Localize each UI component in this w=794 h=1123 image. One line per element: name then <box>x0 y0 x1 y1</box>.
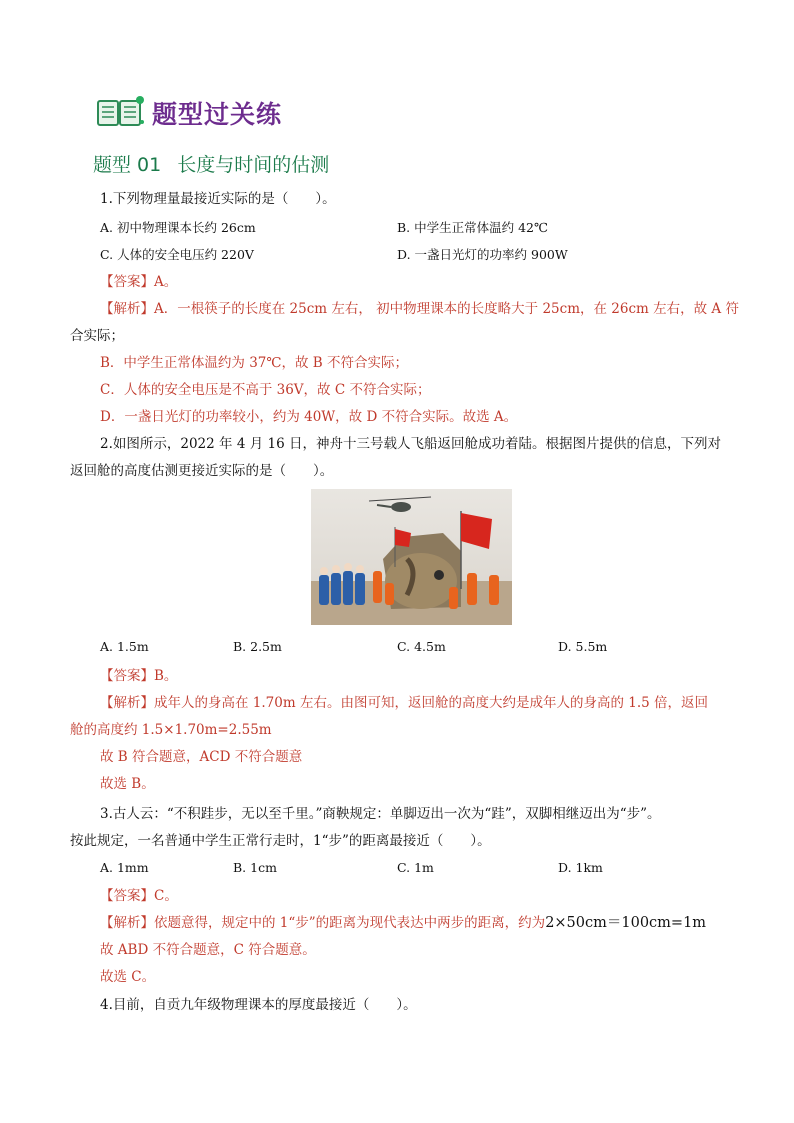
q3-option-a: A. 1mm <box>100 860 149 875</box>
section-header <box>96 93 282 133</box>
q3-answer <box>100 886 178 906</box>
q3-analysis-line-3: 故选 C。 <box>100 969 156 985</box>
analysis-label: 【解析】 <box>100 301 154 317</box>
q2-option-d: D. 5.5m <box>558 639 608 654</box>
q4-stem: 4.目前，自贡九年级物理课本的厚度最接近（ ）。 <box>100 997 417 1013</box>
q1-analysis-line-2: 合实际； <box>70 328 124 344</box>
q1-analysis-line-4: C．人体的安全电压是不高于 36V，故 C 不符合实际； <box>100 382 431 398</box>
q3-analysis-line-2: 故 ABD 不符合题意，C 符合题意。 <box>100 942 316 958</box>
q2-analysis-line-4: 故选 B。 <box>100 776 155 792</box>
q3-stem-line-2: 按此规定，一名普通中学生正常行走时，1“步”的距离最接近（ ）。 <box>70 833 491 849</box>
open-book-icon <box>96 95 144 131</box>
q2-stem-line-2: 返回舱的高度估测更接近实际的是（ ）。 <box>70 463 334 479</box>
answer-value: C。 <box>154 888 178 904</box>
q1-answer <box>100 272 177 292</box>
q3-option-d: D. 1km <box>558 860 603 875</box>
analysis-label: 【解析】 <box>100 915 154 931</box>
answer-label: 【答案】 <box>100 274 154 290</box>
section-title <box>93 150 329 177</box>
analysis-label: 【解析】 <box>100 695 154 711</box>
q2-option-a: A. 1.5m <box>100 639 149 654</box>
q2-option-b: B. 2.5m <box>233 639 282 654</box>
analysis-formula: 2×50cm＝100cm=1m <box>545 915 707 931</box>
q2-analysis-line-2: 舱的高度约 1.5×1.70m=2.55m <box>70 722 272 738</box>
q2-answer <box>100 666 177 686</box>
q2-analysis-line-1 <box>100 693 708 713</box>
section-name: 长度与时间的估测 <box>177 154 330 176</box>
q2-analysis-line-3: 故 B 符合题意，ACD 不符合题意 <box>100 749 303 765</box>
answer-value: B。 <box>154 668 178 684</box>
return-capsule-photo <box>311 489 512 625</box>
answer-value: A。 <box>154 274 178 290</box>
q3-analysis-line-1 <box>100 913 706 933</box>
q1-option-d: D. 一盏日光灯的功率约 900W <box>397 247 568 262</box>
section-number: 题型 01 <box>93 154 162 176</box>
q3-option-c: C. 1m <box>397 860 434 875</box>
analysis-text: 成年人的身高在 1.70m 左右。由图可知，返回舱的高度大约是成年人的身高的 1.5 倍，返回 <box>154 695 708 711</box>
q1-option-c: C. 人体的安全电压约 220V <box>100 247 254 262</box>
q1-stem: 1.下列物理量最接近实际的是（ ）。 <box>100 191 336 207</box>
q1-analysis-line-5: D．一盏日光灯的功率较小，约为 40W，故 D 不符合实际。故选 A。 <box>100 409 518 425</box>
analysis-text: 依题意得，规定中的 1“步”的距离为现代表达中两步的距离，约为 <box>154 915 546 931</box>
header-title: 题型过关练 <box>152 100 283 129</box>
q3-option-b: B. 1cm <box>233 860 277 875</box>
q1-analysis-line-3: B．中学生正常体温约为 37℃，故 B 不符合实际； <box>100 355 408 371</box>
q2-stem-line-1: 2.如图所示，2022 年 4 月 16 日，神舟十三号载人飞船返回舱成功着陆。根据图片提供的信息，下列对 <box>100 436 721 452</box>
q2-option-c: C. 4.5m <box>397 639 446 654</box>
answer-label: 【答案】 <box>100 668 154 684</box>
q1-option-b: B. 中学生正常体温约 42℃ <box>397 220 548 235</box>
q1-analysis-line-1 <box>100 299 739 319</box>
analysis-text: A．一根筷子的长度在 25cm 左右， 初中物理课本的长度略大于 25cm，在 26cm 左右，故 A 符 <box>154 301 739 317</box>
q1-option-a: A. 初中物理课本长约 26cm <box>100 220 256 235</box>
q3-stem-line-1: 3.古人云：“不积跬步，无以至千里。”商鞅规定：单脚迈出一次为“跬”，双脚相继迈出为“步”。 <box>100 806 661 822</box>
answer-label: 【答案】 <box>100 888 154 904</box>
